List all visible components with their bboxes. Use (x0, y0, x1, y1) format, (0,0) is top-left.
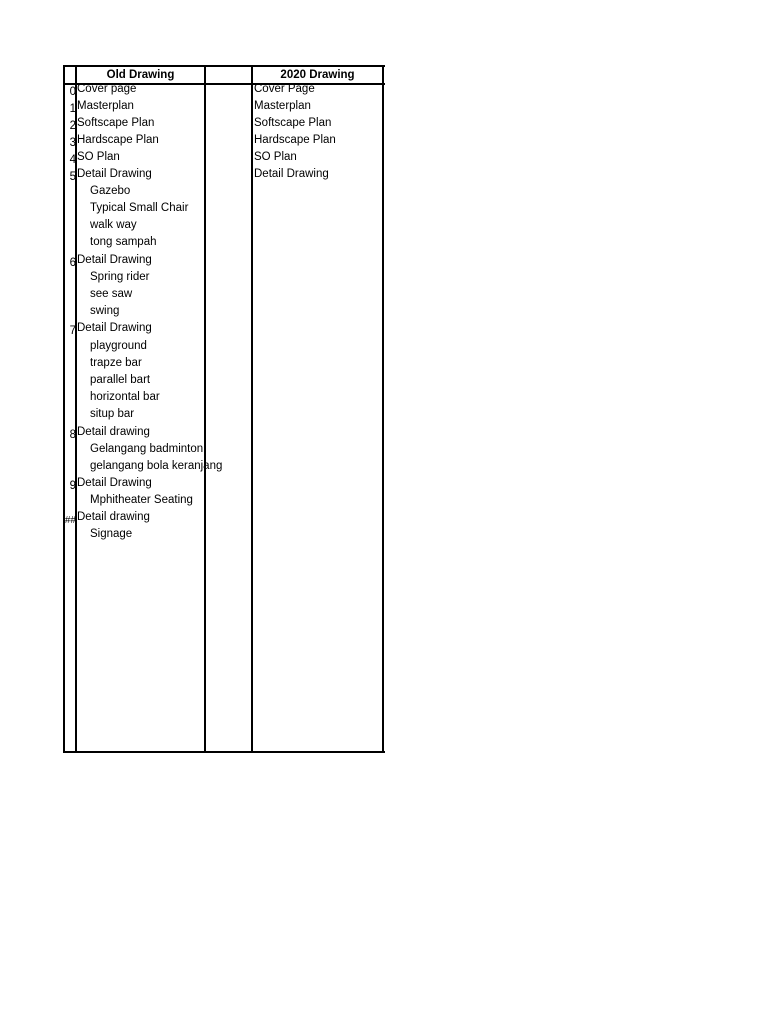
old-drawing-subitem: swing (90, 305, 120, 317)
old-drawing-item: Detail Drawing (77, 477, 152, 489)
new-drawing-item: Hardscape Plan (254, 134, 336, 146)
old-drawing-item: SO Plan (77, 151, 120, 163)
new-drawing-item: SO Plan (254, 151, 297, 163)
old-drawing-item: Detail drawing (77, 511, 150, 523)
row-number: 1 (69, 103, 76, 115)
old-drawing-subitem: parallel bart (90, 374, 151, 386)
old-drawing-item: Softscape Plan (77, 117, 155, 129)
old-drawing-item: Detail Drawing (77, 254, 152, 266)
old-drawing-subitem: Spring rider (90, 271, 150, 283)
old-drawing-subitem: playground (90, 340, 147, 352)
old-drawing-subitem: Gazebo (90, 185, 131, 197)
old-drawing-item: Detail Drawing (77, 168, 152, 180)
old-drawing-subitem: Typical Small Chair (90, 202, 189, 214)
old-drawing-subitem: situp bar (90, 408, 135, 420)
old-drawing-subitem: gelangang bola keranjang (90, 460, 223, 472)
row-number: ## (64, 515, 76, 526)
col-border-blank (251, 65, 253, 753)
row-number: 4 (69, 154, 76, 166)
old-drawing-subitem: Gelangang badminton (90, 443, 204, 455)
old-drawing-item: Cover page (77, 83, 137, 95)
header-old-drawing: Old Drawing (106, 69, 175, 81)
table-bottom-border (63, 751, 385, 753)
row-number: 9 (69, 480, 76, 492)
old-drawing-subitem: tong sampah (90, 236, 157, 248)
old-drawing-subitem: Mphitheater Seating (90, 494, 193, 506)
old-drawing-item: Detail Drawing (77, 322, 152, 334)
old-drawing-subitem: Signage (90, 528, 133, 540)
old-drawing-subitem: trapze bar (90, 357, 142, 369)
old-drawing-item: Masterplan (77, 100, 134, 112)
col-border-old (204, 65, 206, 753)
row-number: 8 (69, 429, 76, 441)
old-drawing-subitem: horizontal bar (90, 391, 160, 403)
new-drawing-item: Masterplan (254, 100, 311, 112)
old-drawing-item: Detail drawing (77, 426, 150, 438)
old-drawing-subitem: see saw (90, 288, 133, 300)
row-number: 0 (69, 86, 76, 98)
row-number: 3 (69, 137, 76, 149)
new-drawing-item: Detail Drawing (254, 168, 329, 180)
old-drawing-item: Hardscape Plan (77, 134, 159, 146)
col-border-right (382, 65, 384, 753)
row-number: 7 (69, 325, 76, 337)
row-number: 6 (69, 257, 76, 269)
row-number: 5 (69, 171, 76, 183)
header-2020-drawing: 2020 Drawing (280, 69, 355, 81)
new-drawing-item: Cover Page (254, 83, 315, 95)
old-drawing-subitem: walk way (90, 219, 137, 231)
drawing-list-table (63, 65, 383, 753)
new-drawing-item: Softscape Plan (254, 117, 332, 129)
row-number: 2 (69, 120, 76, 132)
